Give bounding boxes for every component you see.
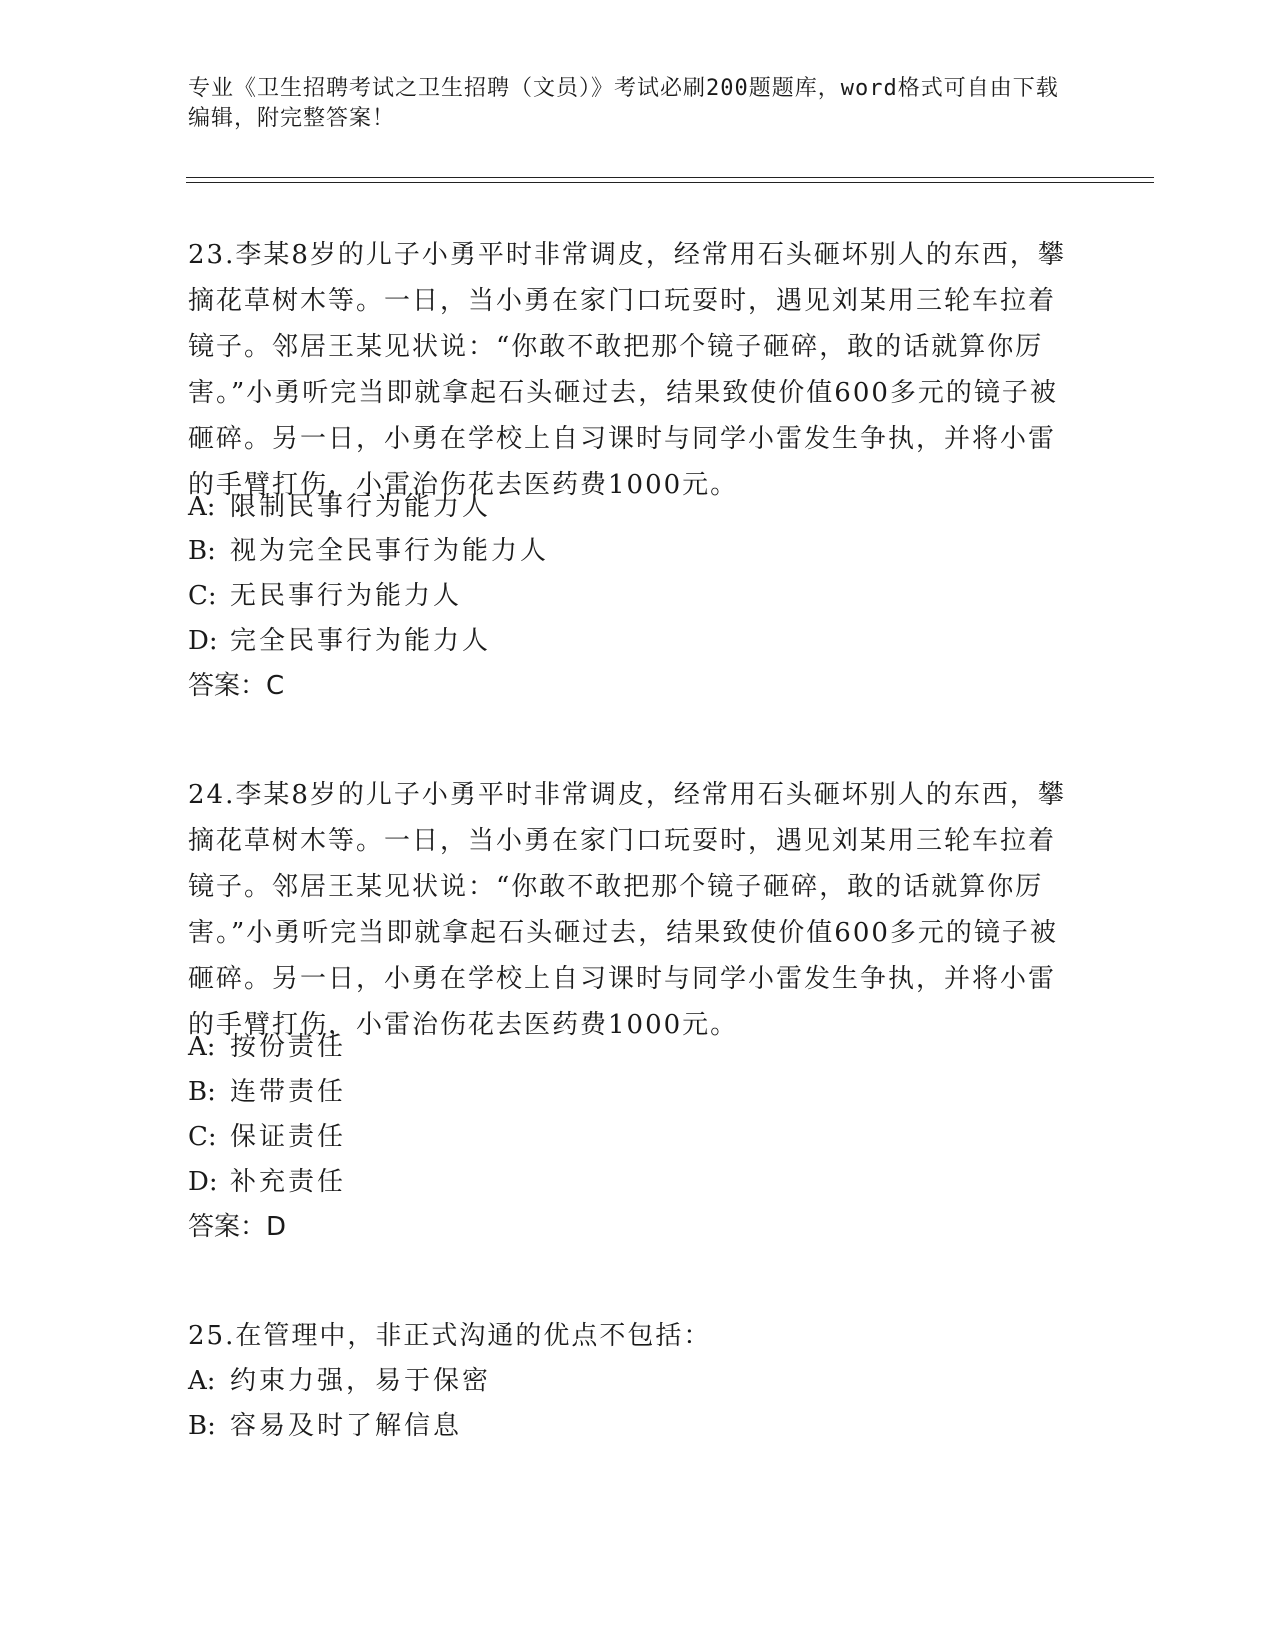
header-divider-bottom bbox=[186, 182, 1154, 183]
question-25-option-a bbox=[188, 1358, 491, 1404]
option-text: 视为完全民事行为能力人 bbox=[230, 536, 550, 566]
question-23-answer: 答案：C bbox=[188, 671, 285, 701]
option-text: 完全民事行为能力人 bbox=[230, 626, 492, 656]
question-25-option-b bbox=[188, 1403, 462, 1449]
option-key: A: bbox=[188, 1366, 216, 1396]
option-key: D: bbox=[188, 1167, 218, 1197]
question-23-option-a bbox=[188, 484, 491, 530]
question-24-stem: 24.李某8岁的儿子小勇平时非常调皮，经常用石头砸坏别人的东西，攀摘花草树木等。一日，当小勇在家门口玩耍时，遇见刘某用三轮车拉着镜子。邻居王某见状说：“你敢不敢把那个镜子砸碎，敢的话就算你厉害。”小勇听完当即就拿起石头砸过去，结果致使价值600多元的镜子被砸碎。另一日，小勇在学校上自习课时与同学小雷发生争执，并将小雷的手臂打伤，小雷治伤花去医药费1000元。 bbox=[188, 780, 1066, 1040]
question-25-stem: 25.在管理中，非正式沟通的优点不包括： bbox=[188, 1321, 712, 1351]
question-23-stem: 23.李某8岁的儿子小勇平时非常调皮，经常用石头砸坏别人的东西，攀摘花草树木等。一日，当小勇在家门口玩耍时，遇见刘某用三轮车拉着镜子。邻居王某见状说：“你敢不敢把那个镜子砸碎，敢的话就算你厉害。”小勇听完当即就拿起石头砸过去，结果致使价值600多元的镜子被砸碎。另一日，小勇在学校上自习课时与同学小雷发生争执，并将小雷的手臂打伤，小雷治伤花去医药费1000元。 bbox=[188, 240, 1066, 500]
question-24-option-c bbox=[188, 1114, 346, 1160]
option-key: B: bbox=[188, 1077, 216, 1107]
question-24-option-d bbox=[188, 1159, 346, 1205]
option-text: 按份责任 bbox=[230, 1032, 347, 1062]
question-24-option-b bbox=[188, 1069, 346, 1115]
question-23-option-c bbox=[188, 573, 462, 619]
header-divider-top bbox=[186, 177, 1154, 178]
question-24-answer: 答案：D bbox=[188, 1212, 287, 1242]
question-23-option-b bbox=[188, 528, 549, 574]
question-23-option-d bbox=[188, 618, 491, 664]
option-text: 无民事行为能力人 bbox=[230, 581, 463, 611]
option-key: C: bbox=[188, 581, 217, 611]
option-key: B: bbox=[188, 1411, 216, 1441]
option-key: A: bbox=[188, 1032, 216, 1062]
option-key: B: bbox=[188, 536, 216, 566]
option-key: D: bbox=[188, 626, 218, 656]
option-key: C: bbox=[188, 1122, 217, 1152]
option-text: 保证责任 bbox=[230, 1122, 347, 1152]
question-24-option-a bbox=[188, 1024, 346, 1070]
option-text: 补充责任 bbox=[230, 1167, 347, 1197]
option-key: A: bbox=[188, 492, 216, 522]
document-header: 专业《卫生招聘考试之卫生招聘（文员）》考试必刷200题题库，word格式可自由下载编辑，附完整答案！ bbox=[188, 76, 1059, 131]
option-text: 容易及时了解信息 bbox=[230, 1411, 463, 1441]
option-text: 约束力强，易于保密 bbox=[230, 1366, 492, 1396]
option-text: 连带责任 bbox=[230, 1077, 347, 1107]
option-text: 限制民事行为能力人 bbox=[230, 492, 492, 522]
